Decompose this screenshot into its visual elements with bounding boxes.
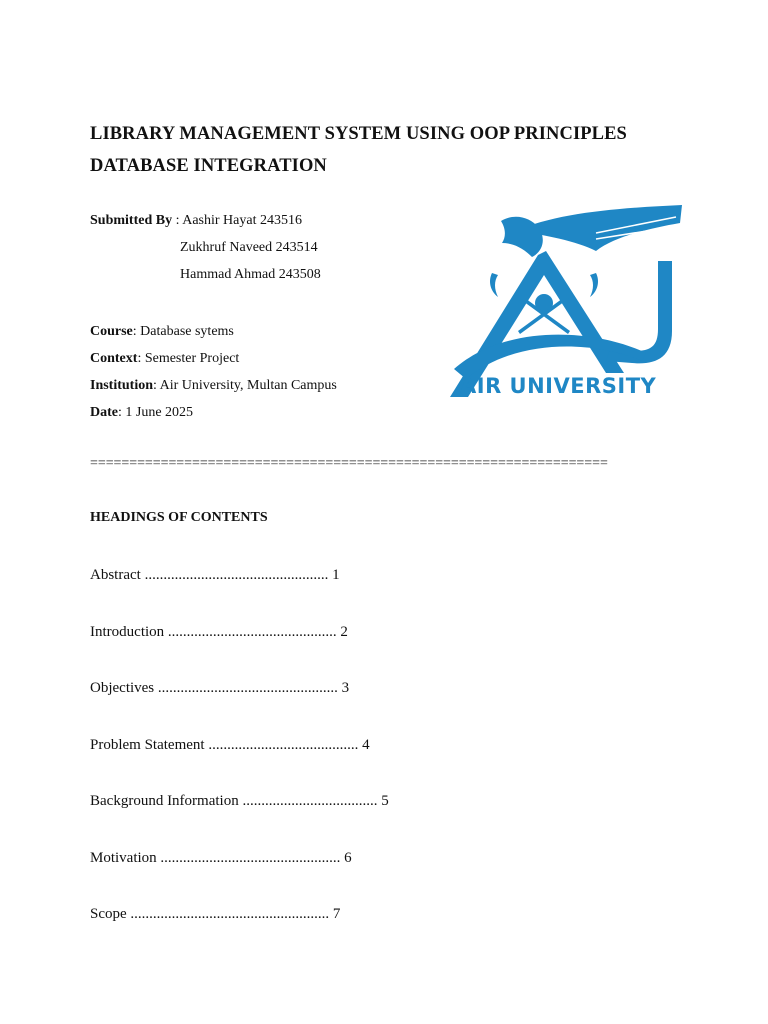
- contents-heading: HEADINGS OF CONTENTS: [90, 510, 268, 525]
- member-name-3: Hammad Ahmad 243508: [180, 267, 321, 282]
- toc-item-motivation: Motivation ................................................ 6: [90, 850, 352, 866]
- member-name-1: Aashir Hayat 243516: [182, 213, 302, 228]
- toc-item-introduction: Introduction ............................................. 2: [90, 624, 348, 640]
- institution-value: : Air University, Multan Campus: [153, 378, 337, 393]
- toc-item-background-information: Background Information .................................... 5: [90, 793, 389, 809]
- document-title: [90, 118, 627, 182]
- title-line-2: DATABASE INTEGRATION: [90, 156, 327, 176]
- date-line: [90, 404, 193, 422]
- institution-label: Institution: [90, 378, 154, 393]
- institution-line: [90, 377, 337, 395]
- toc-item-scope: Scope ..................................................... 7: [90, 906, 341, 922]
- context-value: : Semester Project: [137, 351, 240, 366]
- course-line: [90, 323, 234, 341]
- toc-item-problem-statement: Problem Statement ........................................ 4: [90, 737, 370, 753]
- date-label: Date: [90, 405, 118, 420]
- submitted-by-line: [90, 212, 302, 230]
- course-value: : Database sytems: [132, 324, 234, 339]
- toc-item-abstract: Abstract ................................................. 1: [90, 567, 340, 583]
- logo-text: AIR UNIVERSITY: [460, 374, 657, 398]
- air-university-logo: [446, 203, 686, 399]
- member-name-2: Zukhruf Naveed 243514: [180, 240, 318, 255]
- context-line: [90, 350, 239, 368]
- submitted-by-label: Submitted By: [90, 213, 173, 228]
- logo-eagle: [501, 217, 543, 257]
- date-value: : 1 June 2025: [118, 405, 194, 420]
- toc-item-objectives: Objectives ................................................ 3: [90, 680, 350, 696]
- submitted-by-separator: :: [172, 213, 183, 228]
- course-label: Course: [90, 324, 133, 339]
- context-label: Context: [90, 351, 138, 366]
- separator-line: ==================================================================: [90, 456, 608, 471]
- title-line-1: LIBRARY MANAGEMENT SYSTEM USING OOP PRINCIPLES: [90, 124, 627, 144]
